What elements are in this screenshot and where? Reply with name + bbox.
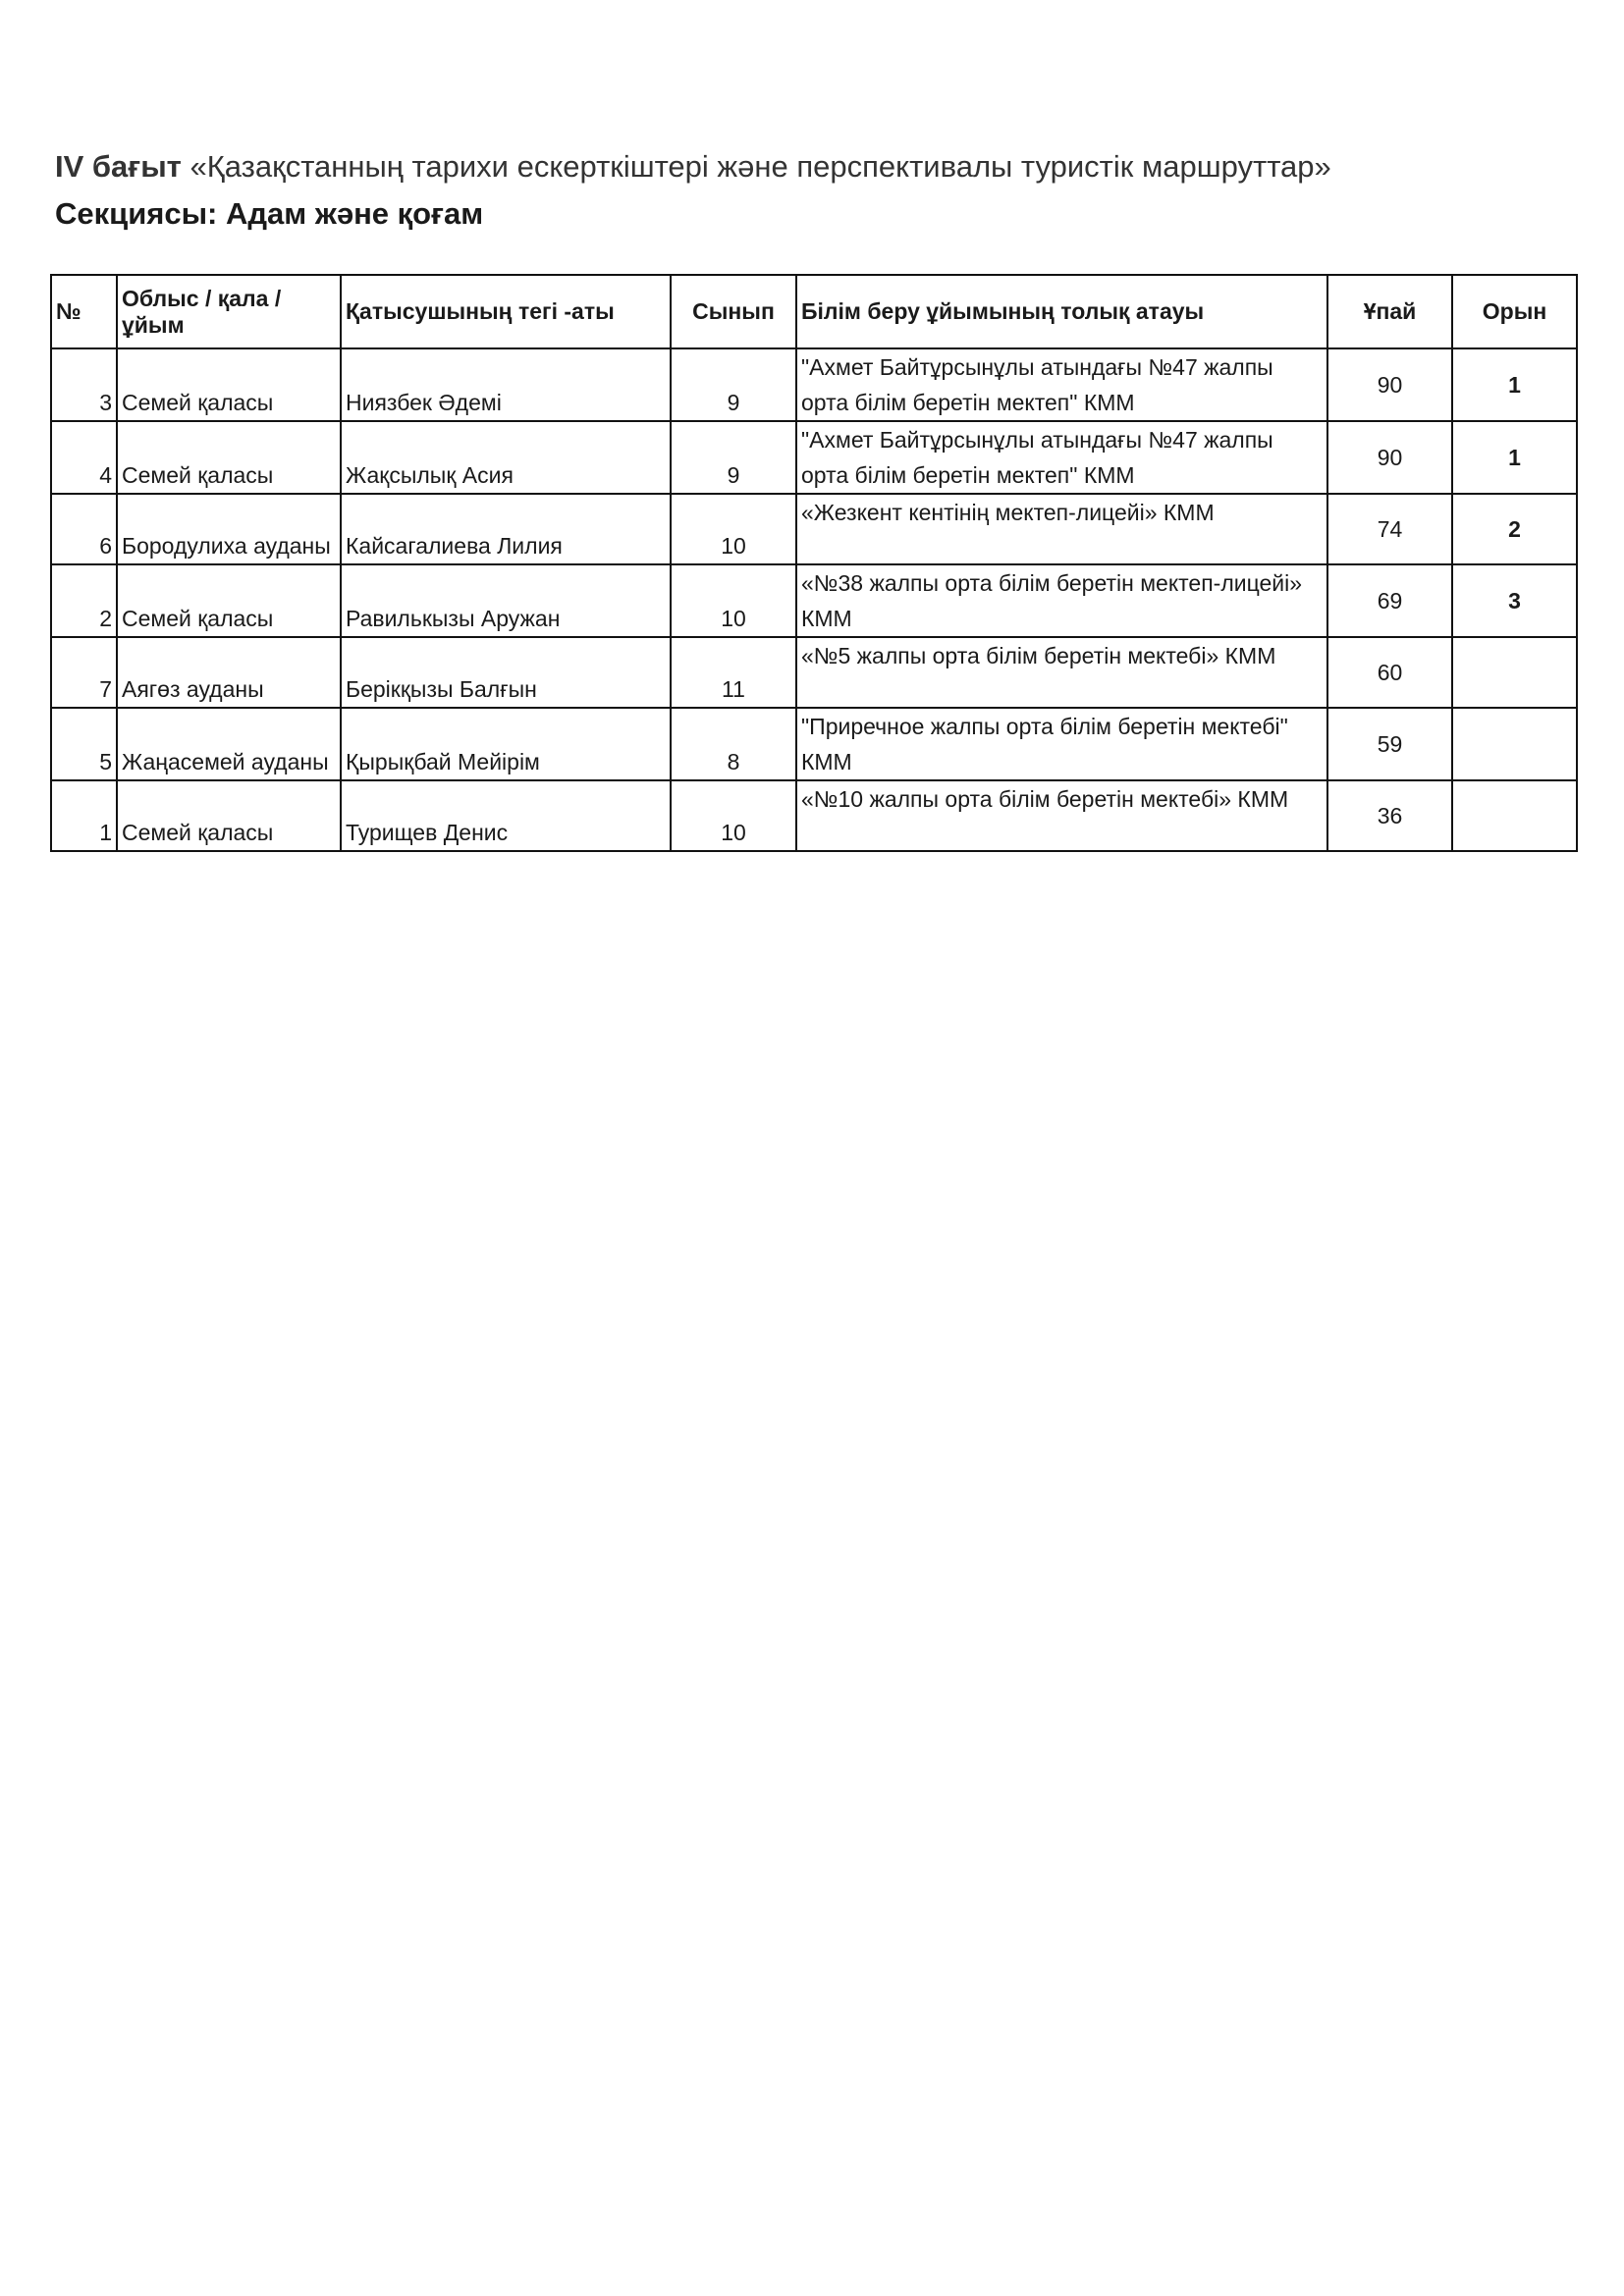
section-heading: Секциясы: Адам және қоғам [55,196,484,231]
cell-number: 5 [51,708,117,780]
column-header-score: Ұпай [1327,275,1452,348]
cell-grade: 9 [671,348,796,421]
cell-number: 1 [51,780,117,851]
cell-organization: «№10 жалпы орта білім беретін мектебі» КММ [796,780,1327,851]
cell-participant: Қырықбай Мейірім [341,708,671,780]
column-header-place: Орын [1452,275,1577,348]
cell-grade: 11 [671,637,796,708]
column-header-organization: Білім беру ұйымының толық атауы [796,275,1327,348]
cell-score: 90 [1327,348,1452,421]
cell-place: 1 [1452,421,1577,494]
cell-score: 69 [1327,564,1452,637]
cell-number: 2 [51,564,117,637]
cell-region: Бородулиха ауданы [117,494,341,564]
cell-number: 4 [51,421,117,494]
cell-participant: Турищев Денис [341,780,671,851]
cell-score: 90 [1327,421,1452,494]
cell-region: Семей қаласы [117,348,341,421]
cell-score: 60 [1327,637,1452,708]
cell-score: 36 [1327,780,1452,851]
cell-grade: 9 [671,421,796,494]
cell-place [1452,780,1577,851]
table-row [51,637,1577,708]
cell-organization: «№38 жалпы орта білім беретін мектеп-лицейі» КММ [796,564,1327,637]
header-row [51,275,1577,348]
column-header-number: № [51,275,117,348]
table-row [51,708,1577,780]
cell-place [1452,708,1577,780]
cell-participant: Жақсылық Асия [341,421,671,494]
table-row [51,780,1577,851]
cell-region: Семей қаласы [117,564,341,637]
table-header [51,275,1577,348]
cell-grade: 10 [671,780,796,851]
direction-title: «Қазақстанның тарихи ескерткіштері және перспективалы туристік маршруттар» [189,149,1331,184]
cell-place [1452,637,1577,708]
table-row [51,421,1577,494]
cell-number: 7 [51,637,117,708]
direction-heading [55,149,1331,185]
cell-grade: 8 [671,708,796,780]
table-row [51,348,1577,421]
cell-organization: "Ахмет Байтұрсынұлы атындағы №47 жалпы орта білім беретін мектеп" КММ [796,421,1327,494]
cell-score: 74 [1327,494,1452,564]
cell-participant: Ниязбек Әдемі [341,348,671,421]
column-header-region: Облыс / қала / ұйым [117,275,341,348]
direction-label: IV бағыт [55,149,182,184]
cell-place: 1 [1452,348,1577,421]
cell-place: 2 [1452,494,1577,564]
cell-organization: «№5 жалпы орта білім беретін мектебі» КММ [796,637,1327,708]
column-header-participant: Қатысушының тегі -аты [341,275,671,348]
cell-score: 59 [1327,708,1452,780]
cell-place: 3 [1452,564,1577,637]
cell-participant: Кайсагалиева Лилия [341,494,671,564]
cell-region: Семей қаласы [117,421,341,494]
table-row [51,494,1577,564]
column-header-grade: Сынып [671,275,796,348]
cell-organization: «Жезкент кентінің мектеп-лицейі» КММ [796,494,1327,564]
cell-number: 6 [51,494,117,564]
cell-region: Семей қаласы [117,780,341,851]
cell-organization: "Приречное жалпы орта білім беретін мектебі" КММ [796,708,1327,780]
cell-region: Жаңасемей ауданы [117,708,341,780]
table-row [51,564,1577,637]
table-body [51,348,1577,851]
cell-number: 3 [51,348,117,421]
cell-participant: Берікқызы Балғын [341,637,671,708]
results-table [50,274,1578,852]
cell-grade: 10 [671,494,796,564]
cell-participant: Равилькызы Аружан [341,564,671,637]
cell-region: Аягөз ауданы [117,637,341,708]
cell-grade: 10 [671,564,796,637]
cell-organization: "Ахмет Байтұрсынұлы атындағы №47 жалпы орта білім беретін мектеп" КММ [796,348,1327,421]
